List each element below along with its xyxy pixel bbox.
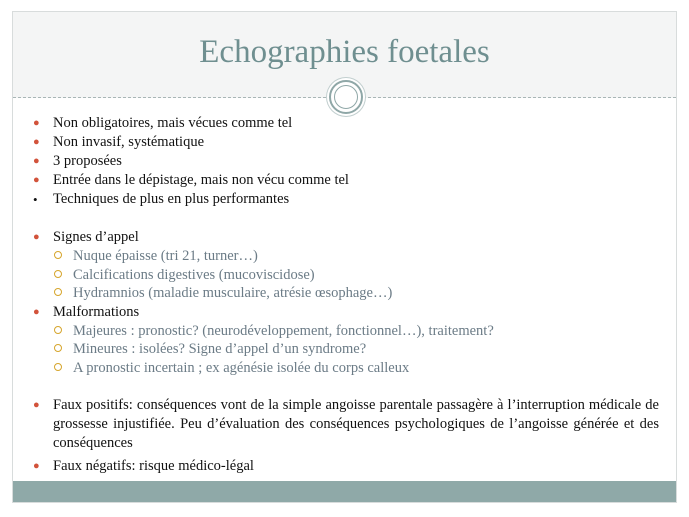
bullet-icon: ●: [33, 174, 40, 186]
bullet-icon: ●: [33, 399, 40, 411]
sub-bullet-item: Mineures : isolées? Signe d’appel d’un syndrome?: [27, 340, 659, 359]
bullet-icon: ●: [33, 117, 40, 129]
sub-bullet-item: Calcifications digestives (mucoviscidose): [27, 266, 659, 285]
hollow-circle-icon: [54, 363, 62, 371]
bullet-faux-positifs: ● Faux positifs: conséquences vont de la simple angoisse parentale passagère à l’interruption médicale de grossesse injustifiée. Peu d’évaluation des conséquences psychologiques de l’angoisse générée et des conséquences: [33, 397, 659, 451]
sub-bullet-item: A pronostic incertain ; ex agénésie isolée du corps calleux: [27, 359, 659, 378]
bullet-signes-appel: ● Signes d’appel: [33, 229, 139, 245]
bullet-item: ● Non obligatoires, mais vécues comme tel: [33, 115, 293, 131]
bullet-item: ● Non invasif, systématique: [33, 134, 205, 150]
bullet-icon: ●: [33, 136, 40, 148]
bullet-item: • Techniques de plus en plus performantes: [33, 191, 290, 207]
circle-ornament-icon: [329, 80, 363, 114]
bullet-icon: ●: [33, 231, 40, 243]
hollow-circle-icon: [54, 288, 62, 296]
bullet-icon: ●: [33, 305, 40, 318]
slide: [12, 11, 677, 503]
bullet-icon: •: [33, 192, 38, 207]
bullet-item: ● Entrée dans le dépistage, mais non vécu comme tel: [33, 172, 349, 188]
sub-bullet-item: Majeures : pronostic? (neurodéveloppement, fonctionnel…), traitement?: [27, 322, 659, 341]
slide-title: Echographies foetales: [199, 34, 490, 70]
hollow-circle-icon: [54, 270, 62, 278]
sub-bullet-item: Nuque épaisse (tri 21, turner…): [27, 247, 659, 266]
bullet-icon: ●: [33, 460, 40, 472]
slide-content: [27, 114, 659, 476]
hollow-circle-icon: [54, 251, 62, 259]
bullet-item: ● 3 proposées: [33, 153, 122, 169]
hollow-circle-icon: [54, 326, 62, 334]
bullet-faux-negatifs: ● Faux négatifs: risque médico-légal: [33, 458, 254, 474]
hollow-circle-icon: [54, 344, 62, 352]
bullet-icon: ●: [33, 155, 40, 167]
bullet-malformations: ● Malformations: [33, 303, 140, 320]
footer-bar: [13, 481, 676, 502]
sub-bullet-item: Hydramnios (maladie musculaire, atrésie œsophage…): [27, 284, 659, 303]
